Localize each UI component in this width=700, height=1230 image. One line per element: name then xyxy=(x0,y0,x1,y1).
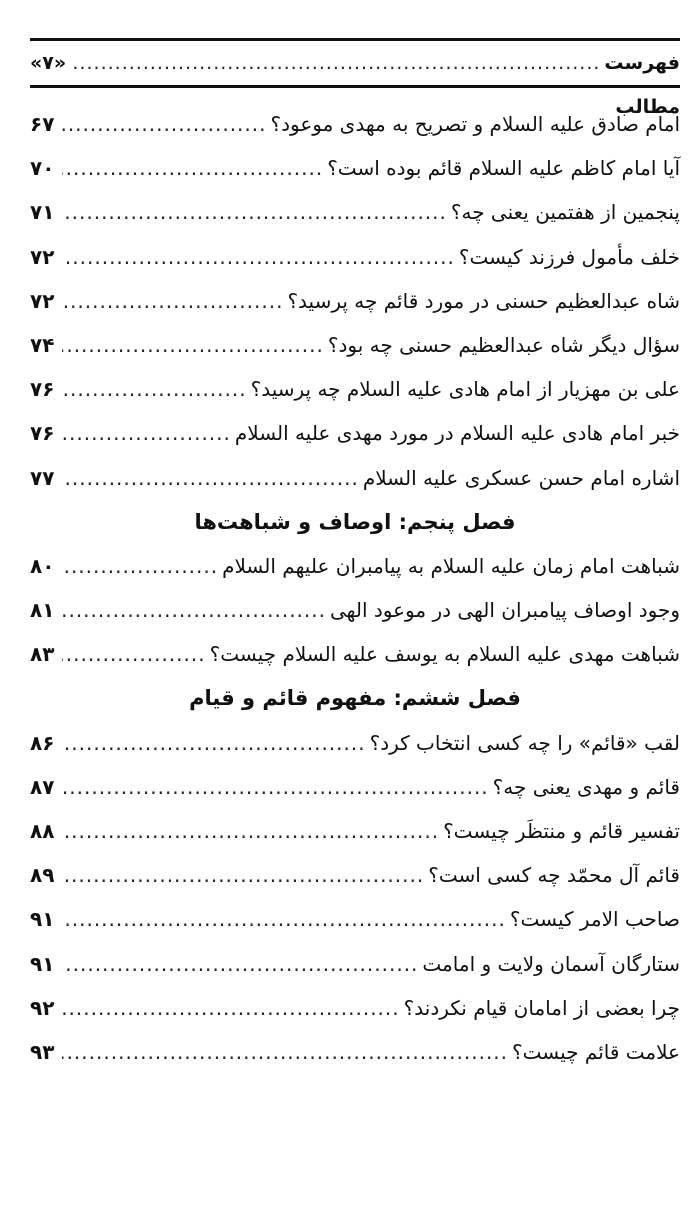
toc-entry-title: آیا امام کاظم علیه السلام قائم بوده است؟ xyxy=(327,156,680,181)
toc-entry-page-number: ۸۳ xyxy=(30,642,55,667)
leader-dots xyxy=(62,897,506,941)
toc-entry[interactable] xyxy=(30,853,680,897)
leader-dots xyxy=(62,456,359,500)
toc-entry-page-number: ۸۹ xyxy=(30,863,55,888)
toc-entry-title: قائم و مهدی یعنی چه؟ xyxy=(492,774,680,799)
toc-entry-title: اشاره امام حسن عسکری علیه السلام xyxy=(362,465,680,490)
toc-entry-page-number: ۷۶ xyxy=(30,421,55,446)
toc-entry-title: شاه عبدالعظیم حسنی در مورد قائم چه پرسید؟ xyxy=(287,288,680,313)
toc-entry-page-number: ۷۰ xyxy=(30,156,55,181)
header-rule xyxy=(30,85,680,88)
header-leader-dots xyxy=(70,41,600,85)
toc-entry-title: ستارگان آسمان ولایت و امامت xyxy=(422,951,680,976)
toc-entries xyxy=(30,102,680,1074)
toc-entry[interactable] xyxy=(30,146,680,190)
toc-entry-page-number: ۷۴ xyxy=(30,332,55,357)
toc-entry[interactable] xyxy=(30,809,680,853)
toc-entry[interactable] xyxy=(30,986,680,1030)
toc-entry[interactable] xyxy=(30,765,680,809)
toc-entry-page-number: ۷۷ xyxy=(30,465,55,490)
toc-entry-title: تفسیر قائم و منتظَر چیست؟ xyxy=(443,819,680,843)
toc-entry-title: علی بن مهزیار از امام هادی علیه السلام چه پرسید؟ xyxy=(250,377,680,402)
toc-entry-page-number: ۶۷ xyxy=(30,112,55,136)
toc-entry[interactable] xyxy=(30,235,680,279)
toc-page xyxy=(30,38,680,1074)
toc-entry-page-number: ۹۲ xyxy=(30,995,55,1020)
toc-entry[interactable] xyxy=(30,367,680,411)
toc-entry[interactable] xyxy=(30,632,680,676)
toc-entry[interactable] xyxy=(30,897,680,941)
toc-entry[interactable] xyxy=(30,942,680,986)
toc-entry-title: قائم آل محمّد چه کسی است؟ xyxy=(428,863,680,888)
running-header xyxy=(30,41,680,118)
toc-entry-page-number: ۷۲ xyxy=(30,244,55,269)
leader-dots xyxy=(62,942,418,986)
toc-entry[interactable] xyxy=(30,1030,680,1074)
leader-dots xyxy=(62,323,324,367)
toc-entry-page-number: ۸۶ xyxy=(30,730,55,755)
leader-dots xyxy=(62,544,218,588)
leader-dots xyxy=(62,411,231,455)
toc-entry-title: امام صادق علیه السلام و تصریح به مهدی موعود؟ xyxy=(270,112,680,136)
toc-entry-title: خبر امام هادی علیه السلام در مورد مهدی علیه السلام xyxy=(234,421,680,446)
toc-entry-title: علامت قائم چیست؟ xyxy=(512,1039,680,1064)
section-heading: فصل پنجم: اوصاف و شباهت‌ها xyxy=(194,509,516,534)
section-heading: فصل ششم: مفهوم قائم و قیام xyxy=(189,686,521,711)
toc-entry[interactable] xyxy=(30,544,680,588)
leader-dots xyxy=(62,632,206,676)
toc-entry-page-number: ۹۳ xyxy=(30,1039,55,1064)
leader-dots xyxy=(62,765,489,809)
leader-dots xyxy=(62,102,266,146)
toc-entry[interactable] xyxy=(30,456,680,500)
toc-entry-page-number: ۹۱ xyxy=(30,951,55,976)
toc-entry-page-number: ۷۶ xyxy=(30,377,55,402)
toc-entry-page-number: ۸۸ xyxy=(30,819,55,843)
toc-entry[interactable] xyxy=(30,279,680,323)
leader-dots xyxy=(62,588,326,632)
toc-entry-title: شباهت امام زمان علیه السلام به پیامبران علیهم السلام xyxy=(222,553,680,578)
toc-entry[interactable] xyxy=(30,323,680,367)
leader-dots xyxy=(62,190,447,234)
toc-entry-page-number: ۸۱ xyxy=(30,598,55,623)
toc-entry-title: شباهت مهدی علیه السلام به یوسف علیه السلام چیست؟ xyxy=(209,642,680,667)
toc-entry-page-number: ۹۱ xyxy=(30,907,55,932)
toc-entry-title: سؤال دیگر شاه عبدالعظیم حسنی چه بود؟ xyxy=(327,332,680,357)
leader-dots xyxy=(62,235,455,279)
toc-entry-title: پنجمین از هفتمین یعنی چه؟ xyxy=(450,200,680,225)
toc-entry-page-number: ۸۰ xyxy=(30,553,55,578)
toc-entry-title: چرا بعضی از امامان قیام نکردند؟ xyxy=(403,995,680,1020)
header-page-number: «۷» xyxy=(30,52,67,74)
toc-entry-title: وجود اوصاف پیامبران الهی در موعود الهی xyxy=(329,598,680,623)
toc-entry-page-number: ۷۱ xyxy=(30,200,55,225)
toc-entry-page-number: ۷۲ xyxy=(30,288,55,313)
toc-entry-title: لقب «قائم» را چه کسی انتخاب کرد؟ xyxy=(369,730,680,755)
leader-dots xyxy=(62,1030,508,1074)
toc-entry-title: خلف مأمول فرزند کیست؟ xyxy=(458,244,680,269)
leader-dots xyxy=(62,986,400,1030)
leader-dots xyxy=(62,853,424,897)
toc-entry[interactable] xyxy=(30,190,680,234)
leader-dots xyxy=(62,721,366,765)
toc-entry-page-number: ۸۷ xyxy=(30,774,55,799)
header-title: فهرست مطالب xyxy=(604,52,680,118)
leader-dots xyxy=(62,809,439,853)
toc-entry-title: صاحب الامر کیست؟ xyxy=(509,907,680,932)
toc-entry[interactable] xyxy=(30,588,680,632)
toc-entry[interactable] xyxy=(30,102,680,146)
leader-dots xyxy=(62,146,323,190)
toc-entry[interactable] xyxy=(30,721,680,765)
leader-dots xyxy=(62,367,247,411)
toc-entry[interactable] xyxy=(30,411,680,455)
leader-dots xyxy=(62,279,283,323)
